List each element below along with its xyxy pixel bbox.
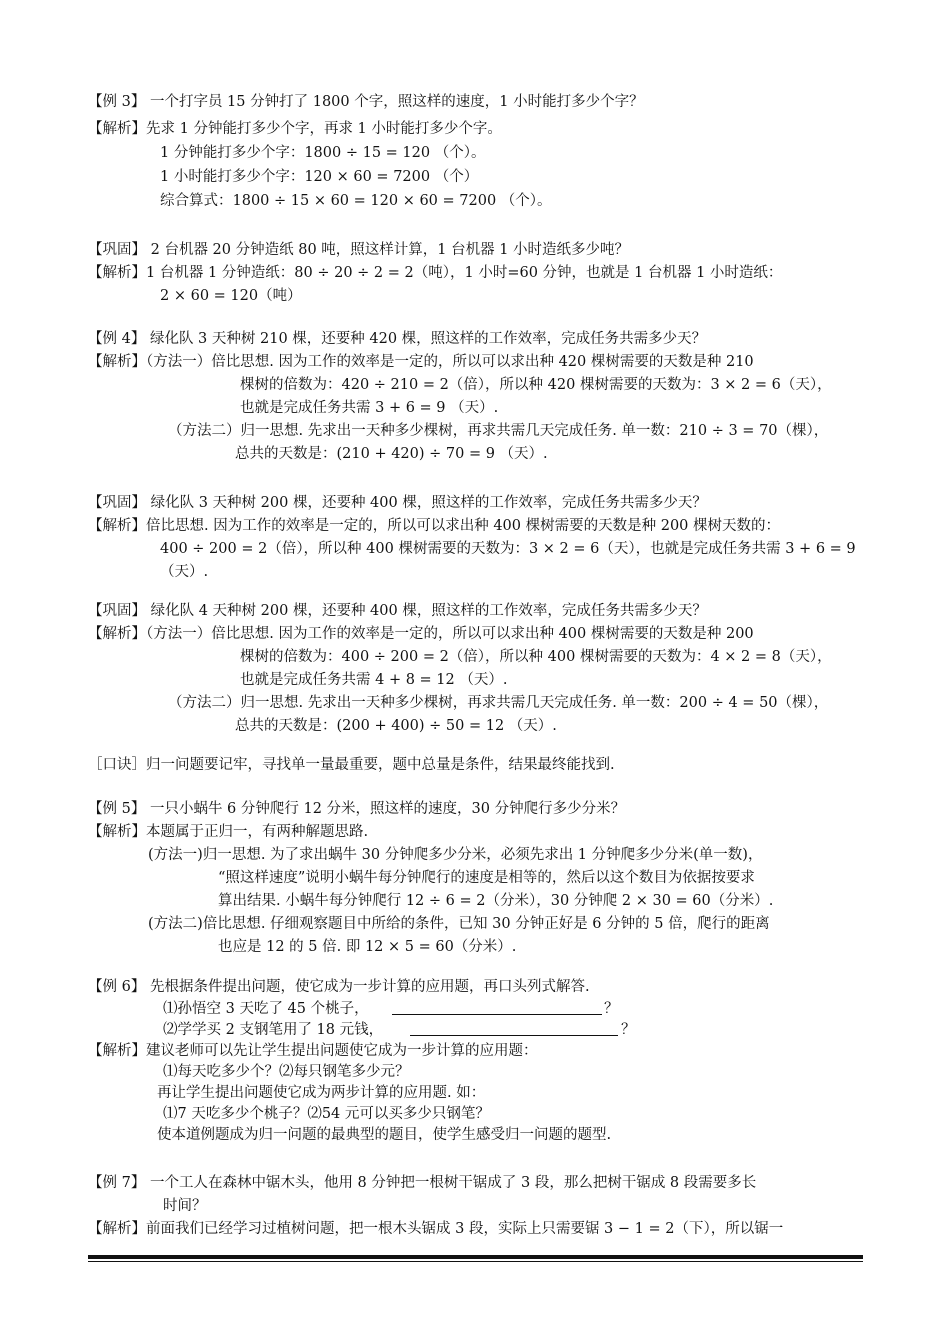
text-line: 也就是完成任务共需 4 + 8 = 12 （天）. <box>240 672 508 688</box>
text-line: ？ <box>621 1022 636 1038</box>
text-line: 【例 7】 一个工人在森林中锯木头，他用 8 分钟把一根树干锯成了 3 段，那么把树干锯成 8 段需要多长 <box>88 1175 757 1191</box>
text-line: 总共的天数是：(200 + 400) ÷ 50 = 12 （天）. <box>235 718 557 734</box>
text-line: 时间？ <box>163 1198 207 1214</box>
text-line: (方法一)归一思想. 为了求出蜗牛 30 分钟爬多少分米，必须先求出 1 分钟爬多少分米(单一数)， <box>148 847 763 863</box>
footer-rule-thick <box>88 1255 863 1259</box>
text-line: 400 ÷ 200 = 2（倍），所以种 400 棵树需要的天数为：3 × 2 = 6（天），也就是完成任务共需 3 + 6 = 9 <box>160 541 856 557</box>
text-line: 【例 6】 先根据条件提出问题，使它成为一步计算的应用题，再口头列式解答. <box>88 979 590 995</box>
text-line: （方法二）归一思想. 先求出一天种多少棵树，再求共需几天完成任务. 单一数：200 ÷ 4 = 50（棵）， <box>168 695 829 711</box>
text-line: 1 小时能打多少个字：120 × 60 = 7200 （个） <box>160 169 479 185</box>
text-line: 【解析】倍比思想. 因为工作的效率是一定的，所以可以求出种 400 棵树需要的天数是种 200 棵树天数的： <box>88 518 781 534</box>
text-line: 也就是完成任务共需 3 + 6 = 9 （天）. <box>240 400 499 416</box>
text-line: 2 × 60 = 120（吨） <box>160 288 302 304</box>
text-line: ［口诀］归一问题要记牢，寻找单一量最重要，题中总量是条件，结果最终能找到. <box>88 757 615 773</box>
text-line: 【解析】前面我们已经学习过植树问题，把一根木头锯成 3 段，实际上只需要锯 3 − 1 = 2（下），所以锯一 <box>88 1221 784 1237</box>
text-line: 【解析】（方法一）倍比思想. 因为工作的效率是一定的，所以可以求出种 400 棵树需要的天数是种 200 <box>88 626 754 642</box>
text-line: 【例 4】 绿化队 3 天种树 210 棵，还要种 420 棵，照这样的工作效率，完成任务共需多少天？ <box>88 331 707 347</box>
text-line: 【解析】（方法一）倍比思想. 因为工作的效率是一定的，所以可以求出种 420 棵树需要的天数是种 210 <box>88 354 754 370</box>
text-line: 总共的天数是：(210 + 420) ÷ 70 = 9 （天）. <box>235 446 548 462</box>
text-line: 【解析】本题属于正归一，有两种解题思路. <box>88 824 369 840</box>
text-line: 1 分钟能打多少个字：1800 ÷ 15 = 120 （个）。 <box>160 145 486 161</box>
text-line: 算出结果. 小蜗牛每分钟爬行 12 ÷ 6 = 2（分米），30 分钟爬 2 × 30 = 60（分米）. <box>218 893 774 909</box>
text-line: 棵树的倍数为：400 ÷ 200 = 2（倍），所以种 400 棵树需要的天数为：4 × 2 = 8（天）， <box>240 649 832 665</box>
text-line: ⑵学学买 2 支钢笔用了 18 元钱， <box>163 1022 384 1038</box>
text-line: ⑴7 天吃多少个桃子？⑵54 元可以买多少只钢笔？ <box>163 1106 490 1122</box>
text-line: （方法二）归一思想. 先求出一天种多少棵树，再求共需几天完成任务. 单一数：210 ÷ 3 = 70（棵）， <box>168 423 829 439</box>
text-line: 【解析】1 台机器 1 分钟造纸：80 ÷ 20 ÷ 2 = 2（吨），1 小时=60 分钟，也就是 1 台机器 1 小时造纸： <box>88 265 783 281</box>
text-line: 棵树的倍数为：420 ÷ 210 = 2（倍），所以种 420 棵树需要的天数为：3 × 2 = 6（天）， <box>240 377 832 393</box>
text-line: ⑴孙悟空 3 天吃了 45 个桃子， <box>163 1001 369 1017</box>
text-line: 【巩固】 2 台机器 20 分钟造纸 80 吨，照这样计算，1 台机器 1 小时造纸多少吨？ <box>88 242 630 258</box>
footer-rule-thin <box>88 1261 863 1262</box>
answer-blank <box>392 1014 602 1015</box>
text-line: ⑴每天吃多少个？⑵每只钢笔多少元？ <box>163 1064 410 1080</box>
text-line: 【例 5】 一只小蜗牛 6 分钟爬行 12 分米，照这样的速度，30 分钟爬行多少分米？ <box>88 801 626 817</box>
text-line: 再让学生提出问题使它成为两步计算的应用题. 如： <box>157 1085 486 1101</box>
text-line: 【例 3】 一个打字员 15 分钟打了 1800 个字，照这样的速度，1 小时能打多少个字？ <box>88 94 644 110</box>
text-line: 【解析】先求 1 分钟能打多少个字，再求 1 小时能打多少个字。 <box>88 121 502 137</box>
text-line: 【巩固】 绿化队 4 天种树 200 棵，还要种 400 棵，照这样的工作效率，完成任务共需多少天？ <box>88 603 707 619</box>
text-line: 【巩固】 绿化队 3 天种树 200 棵，还要种 400 棵，照这样的工作效率，完成任务共需多少天？ <box>88 495 707 511</box>
text-line: 【解析】建议老师可以先让学生提出问题使它成为一步计算的应用题： <box>88 1043 538 1059</box>
text-line: 也应是 12 的 5 倍. 即 12 × 5 = 60（分米）. <box>218 939 517 955</box>
answer-blank <box>410 1035 618 1036</box>
text-line: ？ <box>604 1001 619 1017</box>
text-line: 综合算式：1800 ÷ 15 × 60 = 120 × 60 = 7200 （个）。 <box>160 193 552 209</box>
text-line: (方法二)倍比思想. 仔细观察题目中所给的条件，已知 30 分钟正好是 6 分钟的 5 倍，爬行的距离 <box>148 916 770 932</box>
text-line: “照这样速度”说明小蜗牛每分钟爬行的速度是相等的，然后以这个数目为依据按要求 <box>218 870 755 886</box>
text-line: （天）. <box>160 564 209 580</box>
text-line: 使本道例题成为归一问题的最典型的题目，使学生感受归一问题的题型. <box>157 1127 612 1143</box>
